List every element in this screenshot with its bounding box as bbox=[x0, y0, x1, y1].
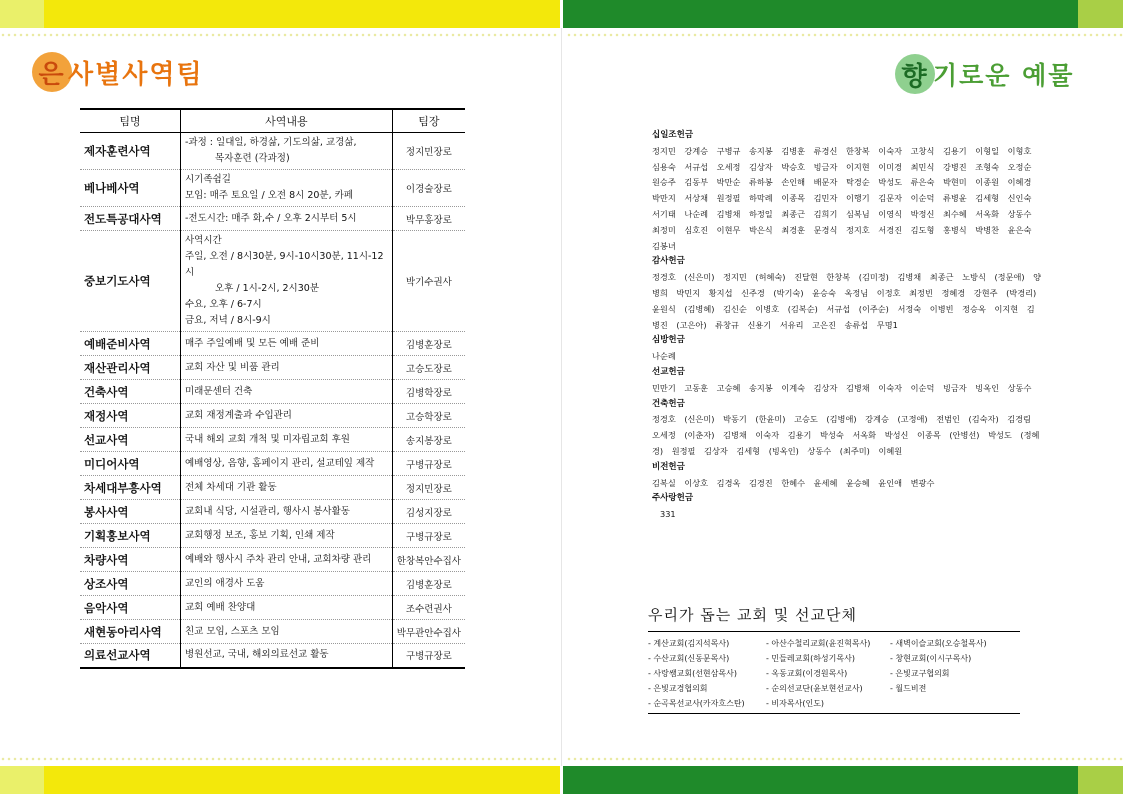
team-description bbox=[181, 452, 393, 476]
team-description bbox=[181, 332, 393, 356]
ministry-table bbox=[80, 108, 465, 669]
description-line: 미래문센터 건축 bbox=[185, 385, 253, 397]
team-name: 미디어사역 bbox=[80, 452, 181, 476]
church-item: - 순의선교단(윤보현선교사) bbox=[766, 684, 863, 693]
offering-group bbox=[652, 254, 1042, 333]
team-name: 건축사역 bbox=[80, 380, 181, 404]
team-name: 재정사역 bbox=[80, 404, 181, 428]
church-item: - 아산수철리교회(윤진혁목사) bbox=[766, 639, 871, 648]
team-description bbox=[181, 644, 393, 668]
team-leader: 구병규장로 bbox=[392, 644, 465, 668]
description-line: 교회 자산 및 비품 관리 bbox=[185, 361, 280, 373]
team-leader: 구병규장로 bbox=[392, 524, 465, 548]
table-row bbox=[80, 500, 465, 524]
table-row bbox=[80, 524, 465, 548]
team-description bbox=[181, 620, 393, 644]
title-first-char: 은 bbox=[38, 59, 66, 90]
title-rest: 기로운 예물 bbox=[933, 61, 1075, 90]
description-line: 목자훈련 (각과정) bbox=[215, 153, 290, 164]
table-row bbox=[80, 404, 465, 428]
offering-group bbox=[652, 460, 1042, 492]
offering-names: 정지민 강계승 구병규 송지봉 김병훈 류경신 한창복 이숙자 고창식 김용기 이형일 이형호 심용숙 서규섭 오세정 김상자 박승호 빙금자 이지현 이미경 최민식 강병진 조형숙 오정순 원승주 김동부 박만순 류하봉 손인해 배문자 탁경순 박성도 류은숙 박현미 이종원 이혜경 박만지 서상채 원정필 하막례 이종목 김민자 이행기 김문자 이순덕 류병윤 김세형 신인숙 서기태 나순례 김병채 하정일 최종근 김희기 심복님 이영식 박정신 최수혜 서옥화 상동수 최정미 심호진 이현무 박은식 최경훈 문경식 정지호 서경진 김도형 홍병식 박병찬 윤은숙 김봉녀 bbox=[652, 145, 1032, 251]
team-leader: 정지민장로 bbox=[392, 133, 465, 170]
table-row bbox=[80, 332, 465, 356]
description-line: 예배영상, 음향, 홈페이지 관리, 설교테잎 제작 bbox=[185, 457, 375, 469]
team-name: 기획홍보사역 bbox=[80, 524, 181, 548]
offering-heading: 십일조헌금 bbox=[652, 130, 694, 140]
team-description bbox=[181, 548, 393, 572]
church-item: - 순곡목선교사(카자흐스탄) bbox=[648, 699, 745, 708]
bottom-band-right-green bbox=[563, 766, 1078, 794]
team-name: 중보기도사역 bbox=[80, 231, 181, 332]
team-description bbox=[181, 476, 393, 500]
description-line: 금요, 저녁 / 8시-9시 bbox=[185, 315, 271, 326]
top-band-right-lightgreen bbox=[1078, 0, 1123, 28]
team-name: 상조사역 bbox=[80, 572, 181, 596]
description-line: 국내 해외 교회 개척 및 미자립교회 후원 bbox=[185, 433, 350, 445]
team-leader: 박무관안수집사 bbox=[392, 620, 465, 644]
team-name: 예배준비사역 bbox=[80, 332, 181, 356]
right-page-title bbox=[895, 52, 1074, 96]
church-item: - 수산교회(신동문목사) bbox=[648, 654, 730, 663]
supported-churches-title: 우리가 돕는 교회 및 선교단체 bbox=[648, 604, 1020, 632]
left-page-title bbox=[32, 50, 204, 94]
team-leader: 한창복안수집사 bbox=[392, 548, 465, 572]
table-row bbox=[80, 231, 465, 332]
table-row bbox=[80, 596, 465, 620]
top-band-right-green bbox=[563, 0, 1078, 28]
dotted-border bbox=[0, 32, 558, 38]
team-name: 베나베사역 bbox=[80, 170, 181, 207]
team-description bbox=[181, 231, 393, 332]
team-name: 제자훈련사역 bbox=[80, 133, 181, 170]
team-name: 봉사사역 bbox=[80, 500, 181, 524]
team-leader: 고승학장로 bbox=[392, 404, 465, 428]
team-leader: 박무홍장로 bbox=[392, 207, 465, 231]
team-description bbox=[181, 500, 393, 524]
team-leader: 박기수권사 bbox=[392, 231, 465, 332]
church-list bbox=[648, 636, 1020, 714]
table-row bbox=[80, 428, 465, 452]
offering-group bbox=[652, 333, 1042, 365]
team-name: 선교사역 bbox=[80, 428, 181, 452]
description-line: 수요, 오후 / 6-7시 bbox=[185, 299, 262, 310]
team-leader: 김성지장로 bbox=[392, 500, 465, 524]
table-row bbox=[80, 548, 465, 572]
offering-group bbox=[652, 491, 1042, 523]
description-line: 교인의 애경사 도움 bbox=[185, 577, 265, 589]
description-line: 교회내 식당, 시설관리, 행사시 봉사활동 bbox=[185, 505, 350, 517]
description-line: 교회 재정계출과 수입관리 bbox=[185, 409, 292, 421]
title-rest: 사별사역팀 bbox=[68, 59, 204, 90]
table-row bbox=[80, 207, 465, 231]
team-leader: 고승도장로 bbox=[392, 356, 465, 380]
team-leader: 이경술장로 bbox=[392, 170, 465, 207]
team-description bbox=[181, 572, 393, 596]
team-description bbox=[181, 133, 393, 170]
team-leader: 김병훈장로 bbox=[392, 572, 465, 596]
team-description bbox=[181, 380, 393, 404]
table-row bbox=[80, 380, 465, 404]
team-leader: 송지봉장로 bbox=[392, 428, 465, 452]
offering-heading: 주사랑헌금 bbox=[652, 493, 694, 504]
offering-names: 민만기 고동훈 고승혜 송지봉 이계숙 김상자 김병채 이숙자 이순덕 빙금자 빙옥인 상동수 bbox=[652, 382, 1032, 393]
bottom-band-left-yellow bbox=[44, 766, 560, 794]
team-leader: 김병학장로 bbox=[392, 380, 465, 404]
offering-heading: 비전헌금 bbox=[652, 461, 685, 472]
team-name: 음악사역 bbox=[80, 596, 181, 620]
description-line: 병원선교, 국내, 해외의료선교 활동 bbox=[185, 649, 329, 661]
column-header-leader: 팀장 bbox=[392, 109, 465, 133]
offering-heading: 감사헌금 bbox=[652, 256, 685, 267]
dotted-border bbox=[566, 756, 1123, 762]
supported-churches bbox=[648, 604, 1020, 714]
description-line: 교회행정 보조, 홍보 기획, 인쇄 제작 bbox=[185, 529, 335, 541]
column-header-team: 팀명 bbox=[80, 109, 181, 133]
description-line: 전체 차세대 기관 활동 bbox=[185, 481, 277, 493]
church-item: - 월드비전 bbox=[890, 684, 927, 693]
team-description bbox=[181, 170, 393, 207]
offering-list bbox=[652, 128, 1042, 523]
team-leader: 조수련권사 bbox=[392, 596, 465, 620]
team-description bbox=[181, 207, 393, 231]
dotted-border bbox=[0, 756, 558, 762]
church-item: - 사랑쌤교회(선현삼목사) bbox=[648, 669, 737, 678]
church-item: - 민들레교회(하성기목사) bbox=[766, 654, 855, 663]
team-name: 새현동아리사역 bbox=[80, 620, 181, 644]
table-row bbox=[80, 170, 465, 207]
offering-heading: 선교헌금 bbox=[652, 366, 685, 377]
offering-names: 정경호 (신은미) 박동기 (한윤미) 고승도 (김병애) 강계승 (고정애) 전범인 (김숙자) 김경림 오세정 (이춘자) 김병채 이숙자 김용기 박성숙 서옥화 박성신 이종목 (안병선) 박성도 (정혜경) 원정필 김상자 김세형 (빙옥인) 상동수 (최주미) 이혜원 bbox=[652, 414, 1040, 456]
church-item: - 계산교회(김지석목사) bbox=[648, 639, 730, 648]
offering-group bbox=[652, 128, 1042, 254]
dotted-border bbox=[566, 32, 1123, 38]
table-row bbox=[80, 644, 465, 668]
team-name: 재산관리사역 bbox=[80, 356, 181, 380]
bottom-band-left-light bbox=[0, 766, 44, 794]
offering-names: 정경호 (신은미) 정지민 (허혜숙) 진달현 한창복 (김미정) 김병채 최종근 노방식 (정문애) 양병희 박민지 황지섭 신주경 (박기숙) 윤승숙 옥정님 이정호 최정빈 정혜경 강현주 (박경리) 윤원식 (김병혜) 김신순 이병호 (김복순) 서규섭 (이주순) 서정숙 이병빈 정승옥 이지현 김병진 (고은아) 류창규 신용기 서유리 고은진 송류섭 무명1 bbox=[652, 272, 1042, 330]
table-row bbox=[80, 133, 465, 170]
table-header-row bbox=[80, 109, 465, 133]
bottom-band-right-lightgreen bbox=[1078, 766, 1123, 794]
title-circle-badge bbox=[895, 54, 935, 94]
team-leader: 김병훈장로 bbox=[392, 332, 465, 356]
church-item: - 은빛교구협의회 bbox=[890, 669, 950, 678]
description-line: 주일, 오전 / 8시30분, 9시-10시30분, 11시-12시 bbox=[185, 251, 384, 278]
church-item: - 창현교회(이시구목사) bbox=[890, 654, 972, 663]
table-row bbox=[80, 476, 465, 500]
description-line: 사역시간 bbox=[185, 235, 222, 246]
column-header-content: 사역내용 bbox=[181, 109, 393, 133]
offering-group bbox=[652, 365, 1042, 397]
team-name: 차세대부흥사역 bbox=[80, 476, 181, 500]
offering-names: 김복실 이상호 김경옥 김경진 한혜수 윤세혜 윤승혜 윤인애 변광수 bbox=[652, 477, 935, 488]
title-circle-badge bbox=[32, 52, 72, 92]
top-band-left-light bbox=[0, 0, 44, 28]
offering-heading: 심방헌금 bbox=[652, 335, 685, 346]
offering-names: 나순례 bbox=[652, 351, 676, 362]
offering-heading: 건축헌금 bbox=[652, 398, 685, 409]
description-line: -전도시간: 매주 화,수 / 오후 2시부터 5시 bbox=[185, 212, 357, 224]
top-band-left-yellow bbox=[44, 0, 560, 28]
offering-group bbox=[652, 397, 1042, 460]
page-divider bbox=[561, 28, 562, 766]
team-leader: 구병규장로 bbox=[392, 452, 465, 476]
table-row bbox=[80, 572, 465, 596]
team-description bbox=[181, 524, 393, 548]
description-line: 모임: 매주 토요일 / 오전 8시 20분, 카페 bbox=[185, 190, 353, 201]
team-name: 의료선교사역 bbox=[80, 644, 181, 668]
table-row bbox=[80, 620, 465, 644]
team-name: 전도특공대사역 bbox=[80, 207, 181, 231]
team-name: 차량사역 bbox=[80, 548, 181, 572]
church-item: - 은빛교경협의회 bbox=[648, 684, 708, 693]
church-item: - 비자목사(인도) bbox=[766, 699, 825, 708]
title-first-char: 향 bbox=[901, 61, 929, 92]
church-item: - 옥동교회(이경원목사) bbox=[766, 669, 848, 678]
description-line: 예배와 행사시 주차 관리 안내, 교회차량 관리 bbox=[185, 553, 372, 565]
team-description bbox=[181, 596, 393, 620]
church-item: - 새벽이슬교회(오승철목사) bbox=[890, 639, 987, 648]
table-row bbox=[80, 356, 465, 380]
team-description bbox=[181, 428, 393, 452]
description-line: -과정 : 일대일, 하경삶, 기도의삶, 교경삶, bbox=[185, 137, 357, 148]
team-description bbox=[181, 356, 393, 380]
description-line: 친교 모임, 스포츠 모임 bbox=[185, 625, 280, 637]
team-description bbox=[181, 404, 393, 428]
description-line: 시기족쉼길 bbox=[185, 174, 231, 185]
description-line: 오후 / 1시-2시, 2시30분 bbox=[215, 283, 319, 294]
table-row bbox=[80, 452, 465, 476]
description-line: 교회 예배 찬양대 bbox=[185, 601, 256, 613]
description-line: 매주 주일예배 및 모든 예배 준비 bbox=[185, 337, 320, 349]
offering-names: 331 bbox=[660, 509, 676, 520]
team-leader: 정지민장로 bbox=[392, 476, 465, 500]
